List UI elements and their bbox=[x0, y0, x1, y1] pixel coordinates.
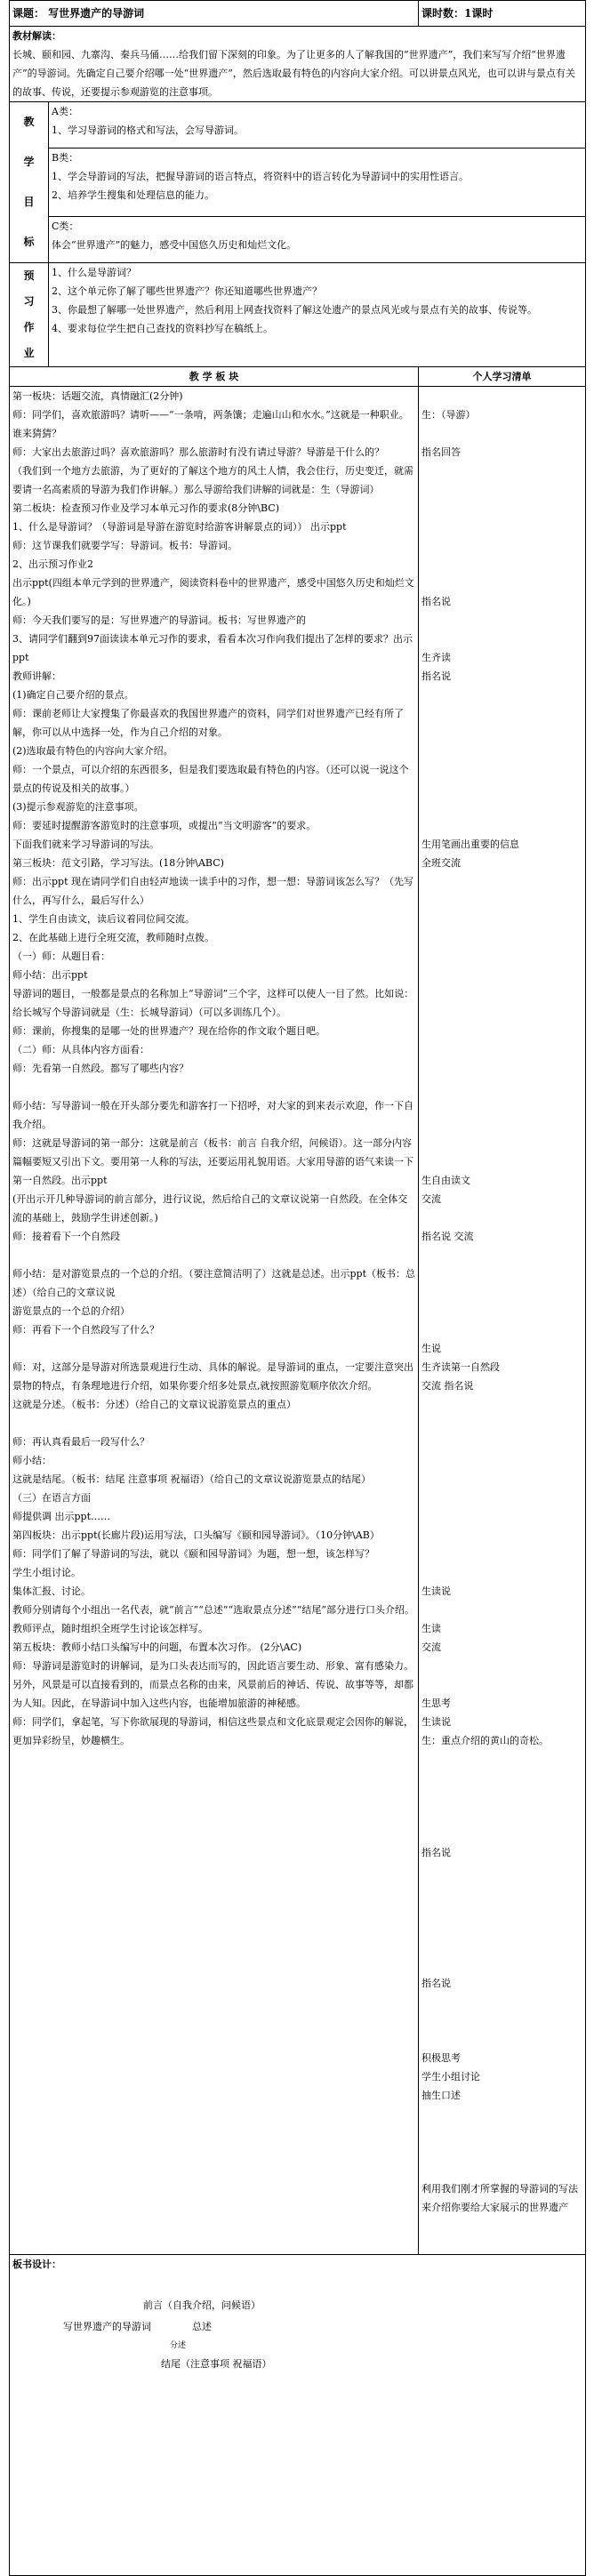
preview-row bbox=[10, 263, 586, 367]
checklist-item: 利用我们刚才所掌握的导游词的写法来介绍你要给大家展示的世界遗产 bbox=[421, 2183, 579, 2213]
board-line-preface: 前言（自我介绍，问候语） bbox=[143, 2299, 261, 2311]
checklist-item: 指名说 bbox=[421, 1847, 452, 1858]
goal-b: B类： 1、学会导游词的写法，把握导游词的语言特点，将资料中的语言转化为导游词中的实用性语言。 2、培养学生搜集和处理信息的能力。 bbox=[49, 148, 586, 216]
checklist-spacer bbox=[419, 1862, 585, 1974]
checklist-spacer bbox=[419, 1246, 585, 1339]
checklist-spacer bbox=[419, 1208, 585, 1227]
board-line-ending: 结尾（注意事项 祝福语） bbox=[161, 2358, 272, 2370]
preview-label: 预 习 作 业 bbox=[10, 263, 49, 367]
checklist-item: 指名回答 bbox=[421, 446, 462, 458]
checklist-spacer bbox=[419, 2105, 585, 2179]
checklist-spacer bbox=[419, 872, 585, 1171]
checklist-item: 生读说 生读 交流 bbox=[421, 1585, 452, 1653]
process-main-text: 第一板块：话题交流，真情融汇(2分钟) 师：同学们，喜欢旅游吗？请听——“一条啃，两条馕；走遍山山和水水。”这就是一种职业。谁来猜猜？ 师：大家出去旅游过吗？喜欢旅游吗？那么旅游时有没有请过导游？导游是干什么的？ （我们到一个地方去旅游，为了更好的了解这个地方的风土人情，我会住行，历史变迁，就需要请一名高素质的导游为我们作讲解。）那么导游给我们讲解的词就是：生（导游词） 第二板块：检查预习作业及学习本单元习作的要求(8分钟\BC) 1、什么是导游词？（导游词是导游在游览时给游客讲解景点的词）） 出示ppt 师：这节课我们就要学写：导游词。板书：导游词。 2、出示预习作业2 出示ppt(四组本单元学到的世界遗产，阅读资料卷中的世界遗产，感受中国悠久历史和灿烂文化。) 师：今天我们要写的是：写世界遗产的导游词。板书：写世界遗产的 3、请同学们翻到97面读读本单元习作的要求，看看本次习作向我们提出了怎样的要求？出示ppt 教师讲解： (1)确定自己要介绍的景点。 师：课前老师让大家搜集了你最喜欢的我国世界遗产的资料，同学们对世界遗产已经有所了解，你可以从中选择一处，作为自己介绍的对象。 (2)选取最有特色的内容向大家介绍。 师：一个景点，可以介绍的东西很多，但是我们要选取最有特色的内容。（还可以说一说这个景点的传说及相关的故事。） (3)提示参观游览的注意事项。 师：要延时提醒游客游览时的注意事项，或提出“当文明游客”的要求。 下面我们就来学习导游词的写法。 第三板块：范文引路，学习写法。(18分钟\ABC) 师：出示ppt 现在请同学们自由轻声地读一读手中的习作，想一想：导游词该怎么写？（先写什么，再写什么，最后写什么） 1、学生自由读文，读后议着同位间交流。 2、在此基础上进行全班交流，教师随时点拨。 （一）师：从题目看： 师小结：出示ppt 导游词的题目，一般都是景点的名称加上“导游词”三个字，这样可以使人一目了然。比如说：给长城写个导游词就是（生：长城导游词）（可以多训练几个）。 师：课前，你搜集的是哪一处的世界遗产？现在给你的作文取个题目吧。 （二）师：从具体内容方面看： 师：先看第一自然段。都写了哪些内容？ 师小结：写导游词一般在开头部分要先和游客打一下招呼，对大家的到来表示欢迎，作一下自我介绍。 师：这就是导游词的第一部分：这就是前言（板书：前言 自我介绍，问候语）。这一部分内容篇幅要短又引出下文。要用第一人称的写法，还要运用礼貌用语。大家用导游的语气来读一下第一自然段。出示ppt (开出示开几种导游词的前言部分，进行议说，然后给自己的文章议说第一自然段。在全体交流的基础上，鼓励学生讲述创新。) 师：接着看下一个自然段 师小结：是对游览景点的一个总的介绍。（要注意简洁明了）这就是总述。出示ppt（板书：总述）（给自己的文章议说 游览景点的一个总的介绍） 师：再看下一个自然段写了什么？ 师：对，这部分是导游对所选景观进行生动、具体的解说。是导游词的重点，一定要注意突出景物的特点，有条理地进行介绍，如果你要介绍多处景点,就按照游览顺序依次介绍。 这就是分述。（板书：分述）（给自己的文章议说游览景点的重点） 师：再认真看最后一段写什么？ 师小结： 这就是结尾。（板书：结尾 注意事项 祝福语）（给自己的文章议说游览景点的结尾） （三）在语言方面 师提供调 出示ppt…… 第四板块：出示ppt(长廊片段)运用写法，口头编写《颐和园导游词》。（10分钟\AB） 师：同学们了解了导游词的写法，就以《颐和园导游词》为题，想一想，该怎样写？ 学生小组讨论。 集体汇报、讨论。 教师分别请每个小组出一名代表，就“前言”“总述”“选取景点分述”“结尾”部分进行口头介绍。教师评点，随时组织全班学生讨论该怎样写。 第五板块：教师小结口头编写中的问题，布置本次习作。 (2分\AC) 师：导游词是游览时的讲解词，是为口头表达而写的，因此语言要生动、形象、富有感染力。另外，风景是可以直接看到的，而景点名称的由来，风景前后的神话、传说、故事等等，却都为人知。因此，在导游词中加入这些内容，也能增加旅游的神秘感。 师：同学们，拿起笔，写下你欲展现的导游词，相信这些景点和文化底景观定会因你的解说，更加异彩纷呈，妙趣横生。 bbox=[10, 387, 419, 2255]
header-row bbox=[10, 1, 586, 27]
checklist-item: 生思考 生读说 生：重点介绍的黄山的奇松。 bbox=[421, 1697, 550, 1746]
board-line-detail: 分述 bbox=[170, 2341, 187, 2350]
checklist-item: 生自由读文 交流 bbox=[421, 1175, 471, 1205]
checklist-item: 生：（导游） bbox=[421, 409, 476, 421]
process-body-row bbox=[10, 387, 586, 2255]
checklist-spacer bbox=[419, 686, 585, 835]
lesson-title: 课题： 写世界遗产的导游词 bbox=[10, 1, 419, 27]
board-design bbox=[10, 2255, 586, 2576]
lesson-plan-page bbox=[9, 0, 585, 2576]
checklist-spacer bbox=[419, 461, 585, 592]
goal-a: A类： 1、学习导游词的格式和写法，会写导游词。 bbox=[49, 102, 586, 148]
checklist-spacer bbox=[419, 611, 585, 648]
process-side-heading: 个人学习清单 bbox=[419, 367, 586, 387]
checklist-item: 指名说 交流 bbox=[421, 1231, 474, 1242]
board-row bbox=[10, 2255, 586, 2576]
checklist-spacer bbox=[419, 387, 585, 405]
board-heading: 板书设计： bbox=[12, 2259, 61, 2270]
goal-a-row bbox=[10, 102, 586, 148]
checklist-item: 生说 生齐读第一自然段 交流 指名说 bbox=[421, 1343, 501, 1392]
checklist-item: 积极思考 学生小组讨论 抽生口述 bbox=[421, 2052, 481, 2101]
process-head-row bbox=[10, 367, 586, 387]
checklist-spacer bbox=[419, 424, 585, 443]
lesson-plan-table bbox=[9, 0, 586, 2576]
analysis-body: 长城、颐和园、九寨沟、秦兵马俑……给我们留下深刻的印象。为了让更多的人了解我国的“世界遗产”，我们来写写介绍“世界遗产”的导游词。先确定自己要介绍哪一处“世界遗产”，然后选取最有特色的内容向大家介绍。可以讲景点风光，也可以讲与景点有关的故事、传说，还要提示参观游览的注意事项。 bbox=[12, 49, 575, 98]
checklist-spacer bbox=[419, 1395, 585, 1582]
goal-c: C类： 体会“世界遗产”的魅力，感受中国悠久历史和灿烂文化。 bbox=[49, 217, 586, 263]
board-line-title: 写世界遗产的导游词 bbox=[63, 2321, 151, 2332]
preview-body: 1、什么是导游词？ 2、这个单元你了解了哪些世界遗产？你还知道哪些世界遗产？ 3、你最想了解哪一处世界遗产，然后利用上网查找资料了解这处遗产的景点风光或与景点有关的故事、传说等。 4、要求每位学生把自己查找的资料抄写在稿纸上。 bbox=[49, 263, 586, 367]
checklist-item: 生齐读 指名说 bbox=[421, 652, 452, 682]
checklist-item: 指名说 bbox=[421, 596, 452, 607]
analysis-heading: 教材解读： bbox=[12, 30, 61, 42]
process-main-heading: 教 学 板 块 bbox=[10, 367, 419, 387]
checklist-spacer bbox=[419, 1993, 585, 2049]
analysis-row bbox=[10, 27, 586, 102]
lesson-period: 课时数：1课时 bbox=[419, 1, 586, 27]
goal-b-row bbox=[10, 148, 586, 216]
learning-checklist bbox=[419, 387, 585, 2254]
process-side-column bbox=[419, 387, 586, 2255]
checklist-spacer bbox=[419, 1769, 585, 1843]
checklist-item: 生用笔画出重要的信息 全班交流 bbox=[421, 839, 520, 869]
board-line-overview: 总述 bbox=[192, 2321, 212, 2332]
checklist-item: 指名说 bbox=[421, 1978, 452, 1989]
checklist-spacer bbox=[419, 1657, 585, 1694]
goal-c-row bbox=[10, 217, 586, 263]
goals-label: 教 学 目 标 bbox=[10, 102, 49, 263]
